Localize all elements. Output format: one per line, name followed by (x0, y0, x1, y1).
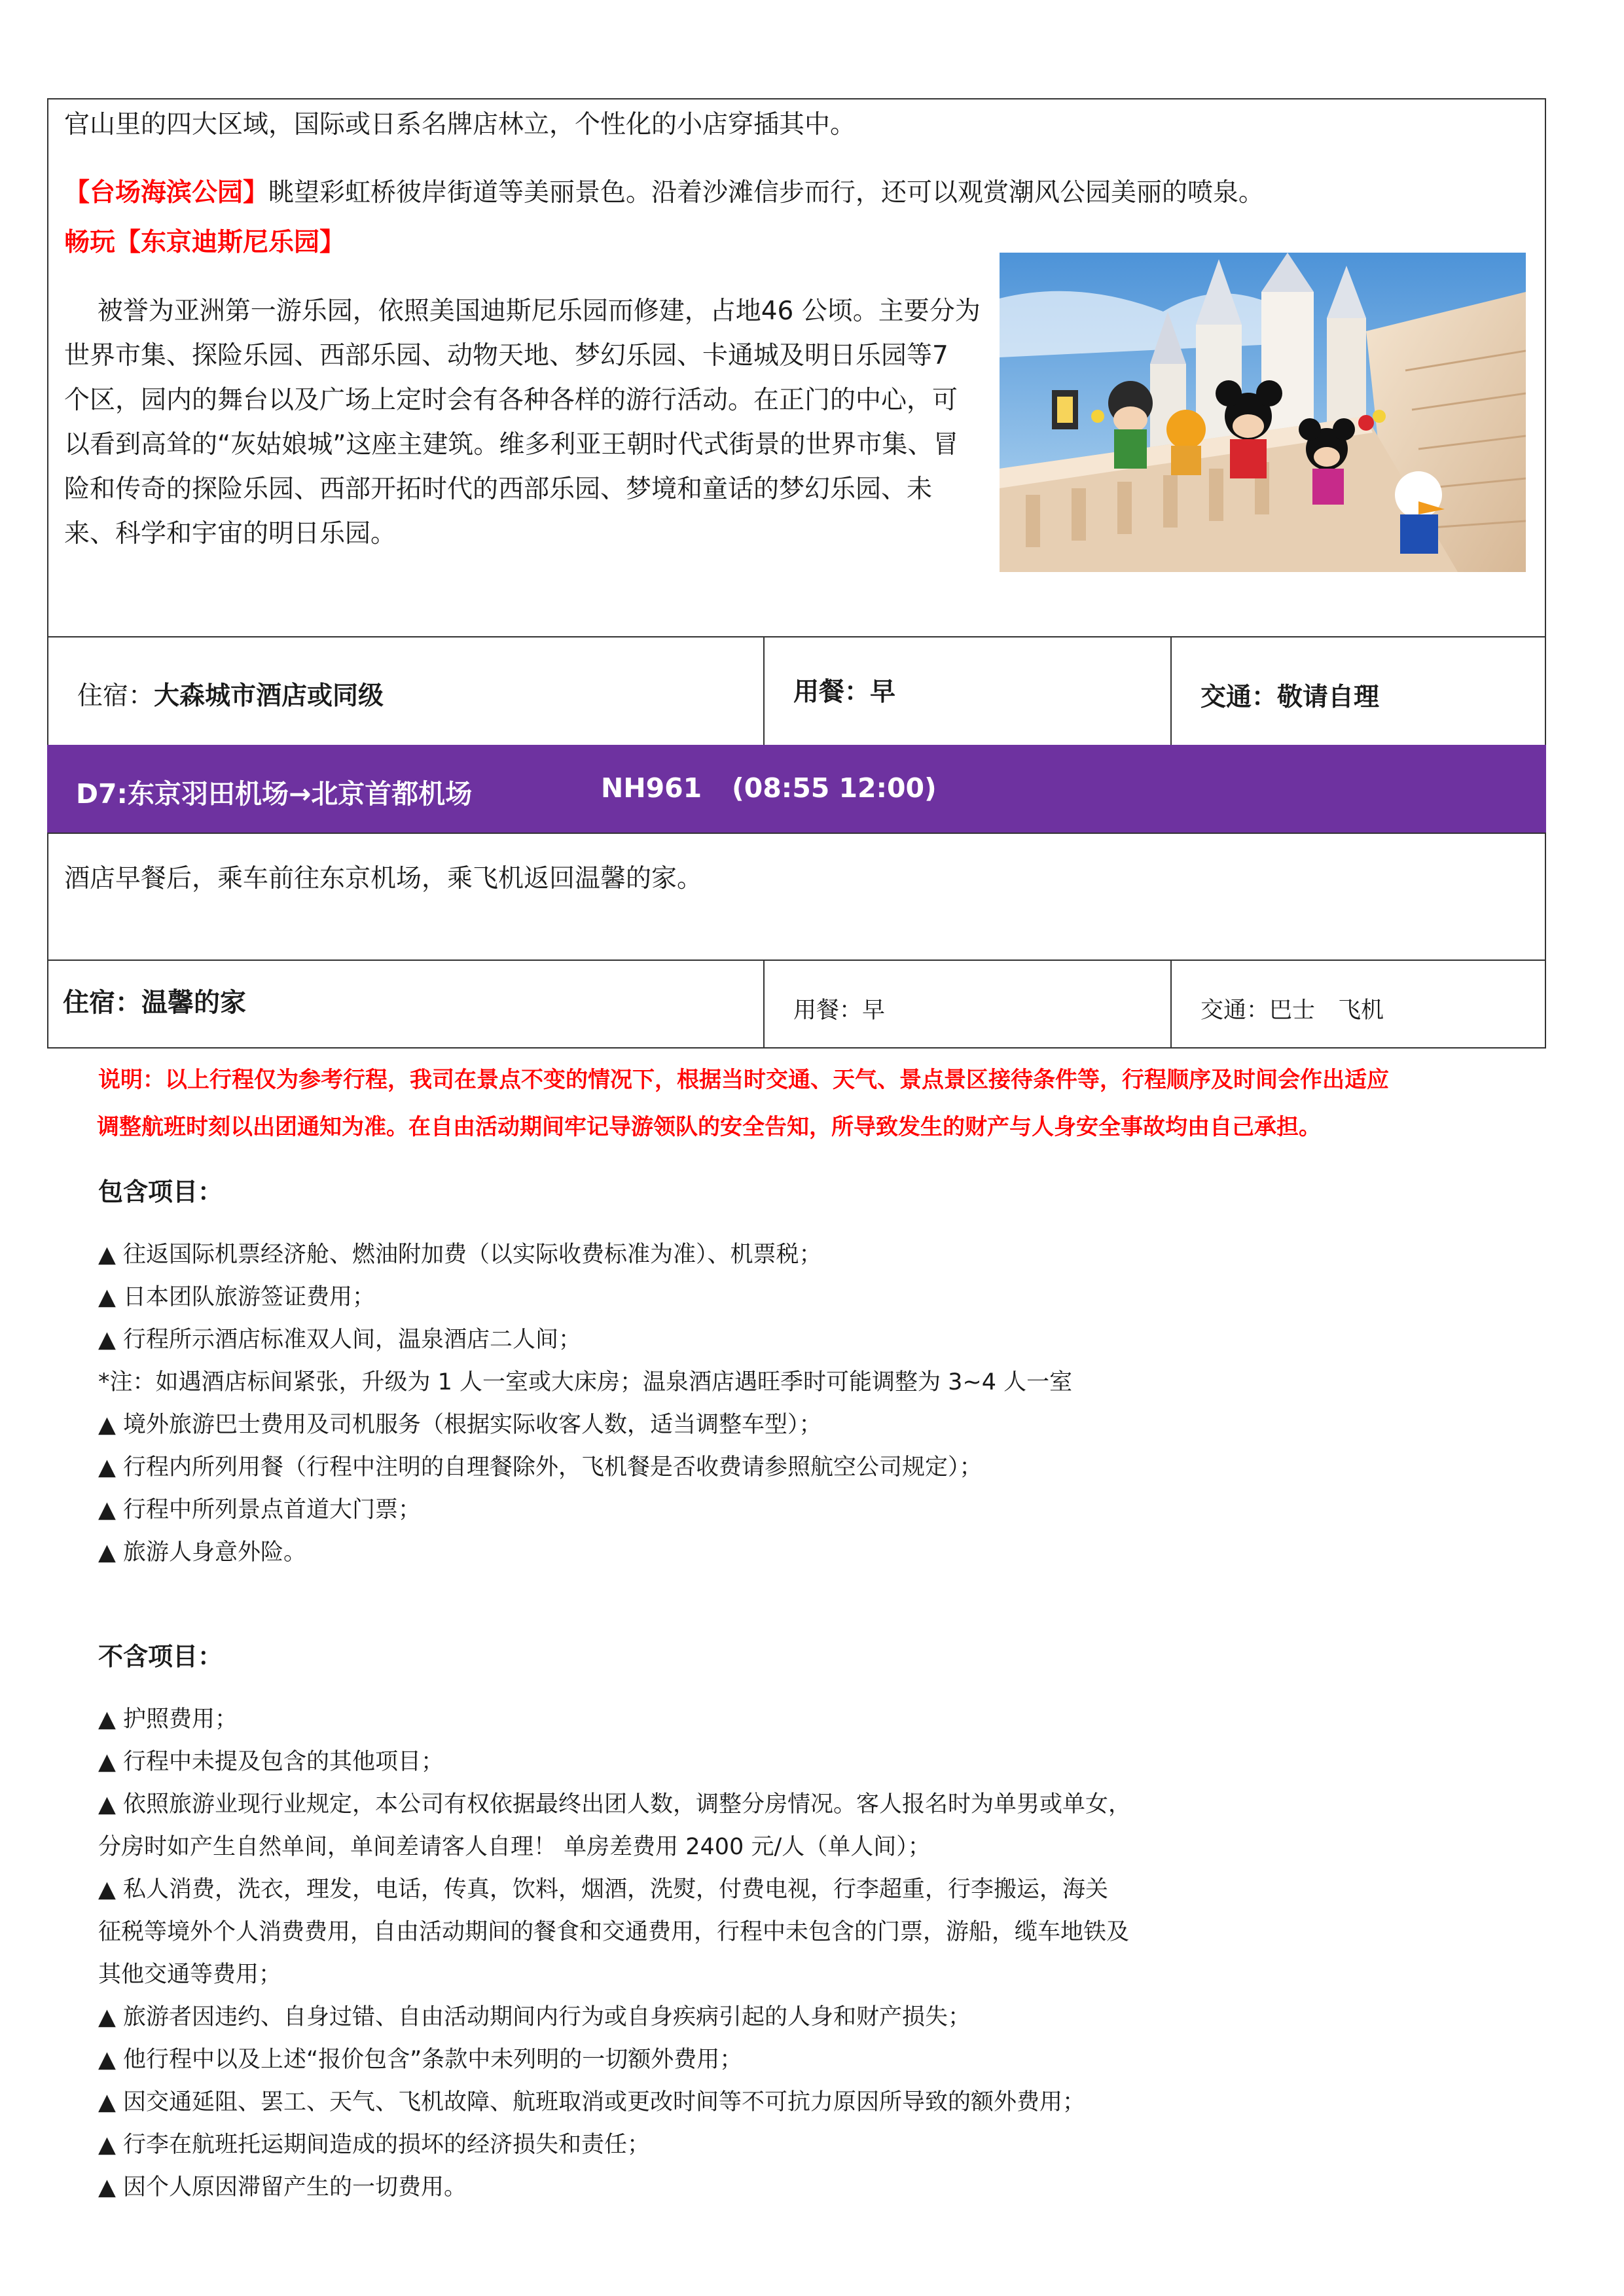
day7-stay: 住宿：温馨的家 (63, 988, 246, 1018)
included-item: ▲ 行程内所列用餐（行程中注明的自理餐除外，飞机餐是否收费请参照航空公司规定）； (98, 1454, 983, 1480)
day6-stay-cell (47, 636, 765, 746)
day6-stay-label: 住宿： (77, 681, 154, 711)
day7-meal: 用餐：早 (793, 997, 886, 1024)
included-item: ▲ 行程所示酒店标准双人间，温泉酒店二人间； (98, 1327, 582, 1353)
disney-castle-photo (1000, 253, 1526, 572)
excluded-list (98, 1698, 1538, 2209)
disney-title: 【东京迪斯尼乐园】 (115, 228, 346, 257)
day6-transport-cell (1170, 636, 1546, 746)
excluded-item: 分房时如产生自然单间，单间差请客人自理！ 单房差费用 2400 元/人（单人间）； (98, 1834, 931, 1860)
day7-meal-cell (763, 960, 1172, 1049)
day6-meal: 用餐：早 (793, 677, 896, 707)
day6-stay (77, 675, 384, 712)
day7-text: 酒店早餐后，乘车前往东京机场，乘飞机返回温馨的家。 (64, 864, 703, 893)
day6-intro-text: 官山里的四大区域，国际或日系名牌店林立，个性化的小店穿插其中。 (64, 110, 856, 139)
disney-heading (64, 223, 345, 263)
included-item: ▲ 行程中所列景点首道大门票； (98, 1497, 422, 1523)
day6-stay-value: 大森城市酒店或同级 (154, 681, 384, 711)
excluded-item: ▲ 依照旅游业现行业规定，本公司有权依据最终出团人数，调整分房情况。客人报名时为单男或单女， (98, 1791, 1132, 1818)
day7-header (47, 745, 1546, 834)
note-line-1: 说明：以上行程仅为参考行程，我司在景点不变的情况下，根据当时交通、天气、景点景区接待条件等，行程顺序及时间会作出适应 (98, 1067, 1389, 1093)
excluded-item: ▲ 护照费用； (98, 1706, 238, 1732)
disney-prefix: 畅玩 (64, 228, 116, 257)
itinerary-note (98, 1056, 1545, 1151)
odaiba-text: 眺望彩虹桥彼岸街道等美丽景色。沿着沙滩信步而行，还可以观赏潮风公园美丽的喷泉。 (268, 178, 1265, 207)
castle-photo-icon (1000, 253, 1526, 572)
day6-transport: 交通：敬请自理 (1200, 683, 1380, 712)
excluded-item: 征税等境外个人消费费用，自由活动期间的餐食和交通费用，行程中未包含的门票，游船，缆车地铁及 (98, 1919, 1130, 1945)
excluded-heading: 不含项目： (98, 1642, 223, 1671)
day7-time: (08:55 12:00) (732, 772, 937, 804)
included-item: *注：如遇酒店标间紧张，升级为 1 人一室或大床房；温泉酒店遇旺季时可能调整为 3~4 人一室 (98, 1369, 1073, 1395)
excluded-item: 其他交通等费用； (98, 1962, 282, 1988)
note-line-2: 调整航班时刻以出团通知为准。在自由活动期间牢记导游领队的安全告知，所导致发生的财产与人身安全事故均由自己承担。 (97, 1114, 1321, 1140)
excluded-item: ▲ 因个人原因滞留产生的一切费用。 (98, 2174, 467, 2200)
included-item: ▲ 日本团队旅游签证费用； (98, 1284, 376, 1310)
odaiba-paragraph (64, 173, 1530, 213)
excluded-item: ▲ 他行程中以及上述“报价包含”条款中未列明的一切额外费用； (98, 2047, 743, 2073)
odaiba-title: 【台场海滨公园】 (64, 178, 269, 207)
day7-title: D7:东京羽田机场→北京首都机场 (76, 778, 473, 810)
included-item: ▲ 境外旅游巴士费用及司机服务（根据实际收客人数，适当调整车型）； (98, 1412, 822, 1438)
excluded-item: ▲ 行程中未提及包含的其他项目； (98, 1749, 444, 1775)
day7-transport-cell (1170, 960, 1546, 1049)
day7-stay-cell (47, 960, 765, 1049)
included-item: ▲ 往返国际机票经济舱、燃油附加费（以实际收费标准为准）、机票税； (98, 1242, 822, 1268)
excluded-item: ▲ 私人消费，洗衣，理发，电话，传真，饮料，烟酒，洗熨，付费电视，行李超重，行李搬运，海关 (98, 1876, 1109, 1903)
excluded-item: ▲ 旅游者因违约、自身过错、自由活动期间内行为或自身疾病引起的人身和财产损失； (98, 2004, 971, 2030)
day7-flight: NH961 (601, 772, 702, 804)
included-list (98, 1234, 1538, 1574)
included-item: ▲ 旅游人身意外险。 (98, 1539, 307, 1566)
day7-description-cell (47, 833, 1546, 961)
included-heading: 包含项目： (98, 1177, 223, 1206)
excluded-item: ▲ 行李在航班托运期间造成的损坏的经济损失和责任； (98, 2132, 651, 2158)
day7-transport: 交通：巴士 飞机 (1200, 997, 1384, 1024)
disney-description: 被誉为亚洲第一游乐园，依照美国迪斯尼乐园而修建，占地46 公顷。主要分为世界市集、探险乐园、西部乐园、动物天地、梦幻乐园、卡通城及明日乐园等7 个区，园内的舞台以及广场上定时会有各种各样的游行活动。在正门的中心，可以看到高耸的“灰姑娘城”这座主建筑。维多利亚王朝时代式街景的世界市集、冒险和传奇的探险乐园、西部开拓时代的西部乐园、梦境和童话的梦幻乐园、未来、科学和宇宙的明日乐园。 (64, 296, 981, 548)
excluded-item: ▲ 因交通延阻、罢工、天气、飞机故障、航班取消或更改时间等不可抗力原因所导致的额外费用； (98, 2089, 1086, 2115)
day6-description-cell (47, 98, 1546, 637)
day6-meal-cell (763, 636, 1172, 746)
